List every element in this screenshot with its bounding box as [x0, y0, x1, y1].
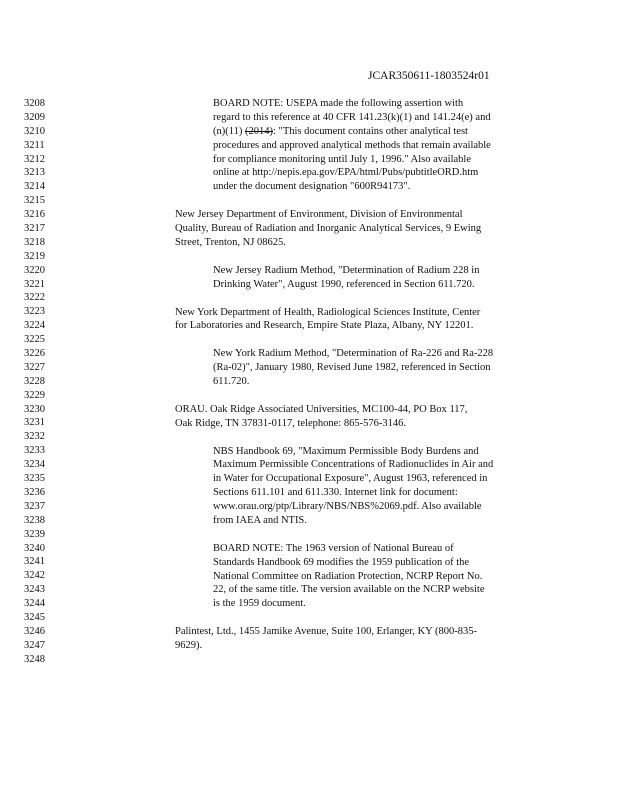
text-line: New York Radium Method, "Determination of Ra-226 and Ra-228 [213, 348, 494, 360]
text-line: for compliance monitoring until July 1, 1996." Also available [213, 153, 471, 165]
text-line [213, 125, 491, 139]
line-number-column [24, 97, 64, 667]
line-number: 3208 [24, 98, 45, 109]
text-line: www.orau.org/ptp/Library/NBS/NBS%2069.pdf. Also available [213, 501, 482, 513]
text-line: is the 1959 document. [213, 598, 306, 610]
line-number: 3247 [24, 639, 45, 651]
line-number: 3217 [24, 223, 45, 235]
text-line: ORAU. Oak Ridge Associated Universities, MC100-44, PO Box 117, [175, 403, 468, 415]
document-id-header: JCAR350611-1803524r01 [368, 70, 490, 82]
line-number: 3240 [24, 542, 45, 554]
line-number: 3224 [24, 320, 45, 332]
line-number: 3225 [24, 334, 45, 346]
line-number: 3239 [24, 528, 45, 540]
line-number: 3214 [24, 181, 45, 193]
text-line: NBS Handbook 69, "Maximum Permissible Body Burdens and [213, 445, 479, 457]
line-number: 3222 [24, 292, 45, 304]
line-number: 3238 [24, 514, 45, 526]
line-number: 3237 [24, 500, 45, 512]
line-number: 3221 [24, 278, 45, 290]
text-line: Maximum Permissible Concentrations of Radionuclides in Air and [213, 459, 494, 471]
line-number: 3242 [24, 570, 45, 582]
reference-nj-department [175, 208, 481, 250]
line-number: 3215 [24, 195, 45, 207]
line-number: 3213 [24, 167, 45, 179]
text-line: 611.720. [213, 375, 250, 387]
line-number: 3229 [24, 389, 45, 401]
reference-ny-department [175, 306, 480, 334]
text-line: BOARD NOTE: USEPA made the following assertion with [213, 98, 464, 109]
line-number: 3231 [24, 417, 45, 429]
text-line: for Laboratories and Research, Empire State Plaza, Albany, NY 12201. [175, 320, 474, 332]
line-number: 3209 [24, 111, 45, 123]
text-line: 22, of the same title. The version available on the NCRP website [213, 584, 485, 596]
reference-nbs-handbook-69 [213, 445, 493, 528]
text-line: New Jersey Department of Environment, Division of Environmental [175, 209, 463, 221]
text-line: in Water for Occupational Exposure", August 1963, referenced in [213, 473, 488, 485]
reference-ny-radium-method [213, 347, 493, 389]
reference-nj-radium-method [213, 264, 479, 292]
line-number: 3236 [24, 486, 45, 498]
line-number: 3233 [24, 445, 45, 457]
line-number: 3218 [24, 236, 45, 248]
text-line: (Ra-02)", January 1980, Revised June 1982, referenced in Section [213, 362, 491, 374]
text-line: Standards Handbook 69 modifies the 1959 publication of the [213, 556, 470, 568]
line-number: 3232 [24, 431, 45, 443]
line-number: 3235 [24, 473, 45, 485]
text-line: BOARD NOTE: The 1963 version of National Bureau of [213, 542, 454, 554]
line-number: 3244 [24, 598, 45, 610]
text-line: Street, Trenton, NJ 08625. [175, 236, 286, 248]
line-number: 3234 [24, 459, 45, 471]
line-number: 3219 [24, 250, 45, 262]
text-line: procedures and approved analytical methods that remain available [213, 139, 491, 151]
text-line: National Committee on Radiation Protection, NCRP Report No. [213, 570, 483, 582]
line-number: 3246 [24, 625, 45, 637]
board-note-usepa [213, 97, 491, 194]
line-number: 3243 [24, 584, 45, 596]
text-line: from IAEA and NTIS. [213, 514, 307, 526]
text-line: Palintest, Ltd., 1455 Jamike Avenue, Suite 100, Erlanger, KY (800-835- [175, 626, 477, 638]
line-number: 3226 [24, 348, 45, 360]
text-line: regard to this reference at 40 CFR 141.23(k)(1) and 141.24(e) and [213, 111, 491, 123]
text-fragment: (n)(11) [213, 125, 243, 137]
line-number: 3245 [24, 611, 45, 623]
reference-palintest [175, 625, 477, 653]
line-number: 3211 [24, 139, 45, 151]
text-line: New York Department of Health, Radiological Sciences Institute, Center [175, 306, 481, 318]
line-number: 3212 [24, 153, 45, 165]
text-line: 9629). [175, 640, 203, 652]
line-number: 3216 [24, 209, 45, 221]
board-note-nbs [213, 542, 484, 611]
line-number: 3228 [24, 375, 45, 387]
line-number: 3220 [24, 264, 45, 276]
struck-text: (2014) [244, 125, 273, 137]
line-number: 3227 [24, 361, 45, 373]
text-line: under the document designation "600R94173". [213, 181, 411, 193]
text-line: New Jersey Radium Method, "Determination of Radium 228 in [213, 264, 480, 276]
text-line: Drinking Water", August 1990, referenced in Section 611.720. [213, 278, 475, 290]
text-fragment: : "This document contains other analytical test [272, 125, 468, 137]
text-line: Oak Ridge, TN 37831-0117, telephone: 865-576-3146. [175, 417, 406, 429]
line-number: 3248 [24, 653, 45, 665]
line-number: 3241 [24, 556, 45, 568]
reference-orau [175, 403, 467, 431]
text-line: Quality, Bureau of Radiation and Inorganic Analytical Services, 9 Ewing [175, 223, 482, 235]
text-line: online at http://nepis.epa.gov/EPA/html/Pubs/pubtitleORD.htm [213, 167, 479, 179]
line-number: 3230 [24, 403, 45, 415]
text-line: Sections 611.101 and 611.330. Internet link for document: [213, 487, 458, 499]
line-number: 3210 [24, 125, 45, 137]
line-number: 3223 [24, 306, 45, 318]
